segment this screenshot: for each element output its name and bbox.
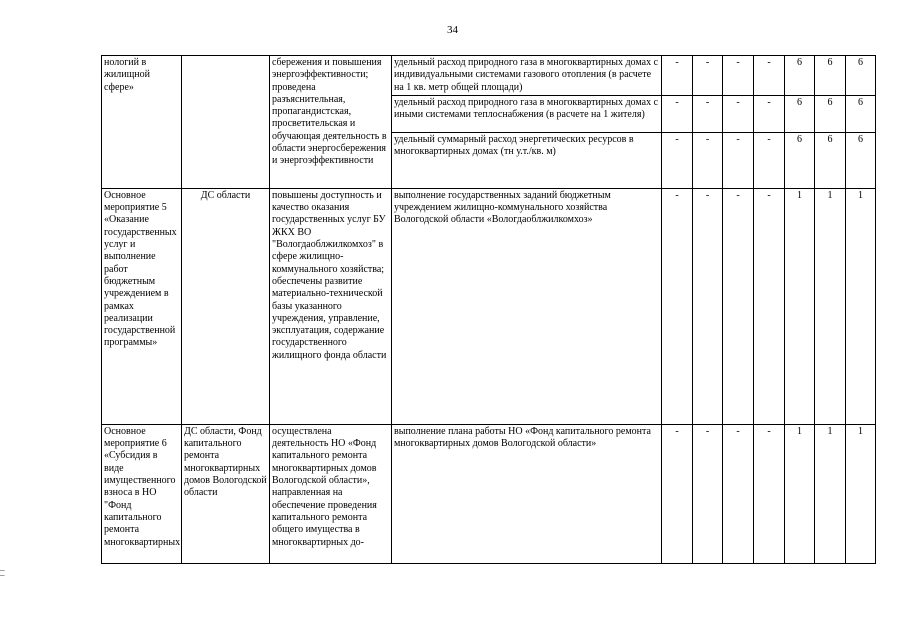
value-cell: - [723, 424, 754, 563]
margin-mark: – – [0, 565, 5, 580]
value-cell: - [662, 132, 693, 188]
value-cell: - [693, 424, 723, 563]
value-cell: 1 [846, 424, 876, 563]
value-cell: 1 [815, 188, 846, 424]
value-cell: 6 [785, 132, 815, 188]
value-cell: - [754, 424, 785, 563]
value-cell: - [693, 56, 723, 96]
value-cell: - [693, 95, 723, 132]
value-cell: - [754, 95, 785, 132]
value-cell: - [662, 95, 693, 132]
value-cell: - [723, 132, 754, 188]
value-cell: 6 [846, 95, 876, 132]
table-row [102, 56, 876, 96]
value-cell: 1 [815, 424, 846, 563]
result-cell: повышены доступность и качество оказания государственных услуг БУ ЖКХ ВО "Вологдаоблжилкомхоз" в сфере жилищно-коммунального хозяйства; обеспечены развитие материально-технической базы указанного учреждения, управление, эксплуатация, содержание государственного жилищного фонда области [270, 188, 392, 424]
value-cell: 1 [846, 188, 876, 424]
value-cell: - [662, 56, 693, 96]
indicator-cell: выполнение государственных заданий бюджетным учреждением жилищно-коммунального хозяйства Вологодской области «Вологдаоблжилкомхоз» [392, 188, 662, 424]
value-cell: 6 [815, 56, 846, 96]
activity-cell: Основное мероприятие 6 «Субсидия в виде имущественного взноса в НО "Фонд капитального ремонта многоквартирных [102, 424, 182, 563]
indicator-cell: выполнение плана работы НО «Фонд капитального ремонта многоквартирных домов Вологодской области» [392, 424, 662, 563]
value-cell: - [662, 424, 693, 563]
value-cell: - [723, 95, 754, 132]
value-cell: 6 [785, 56, 815, 96]
program-table [101, 55, 876, 564]
value-cell: - [723, 188, 754, 424]
activity-cell: Основное мероприятие 5 «Оказание государственных услуг и выполнение работ бюджетным учреждением в рамках реализации государственной программы» [102, 188, 182, 424]
value-cell: - [754, 56, 785, 96]
value-cell: - [754, 132, 785, 188]
value-cell: - [693, 132, 723, 188]
value-cell: 1 [785, 424, 815, 563]
table-row [102, 188, 876, 424]
executor-cell: ДС области, Фонд капитального ремонта многоквартирных домов Вологодской области [182, 424, 270, 563]
value-cell: 6 [846, 56, 876, 96]
value-cell: 6 [815, 132, 846, 188]
executor-cell [182, 56, 270, 189]
value-cell: 6 [785, 95, 815, 132]
indicator-cell: удельный расход природного газа в многоквартирных домах с иными системами теплоснабжения (в расчете на 1 жителя) [392, 95, 662, 132]
value-cell: - [723, 56, 754, 96]
value-cell: - [754, 188, 785, 424]
value-cell: - [662, 188, 693, 424]
value-cell: - [693, 188, 723, 424]
value-cell: 6 [815, 95, 846, 132]
table-row [102, 424, 876, 563]
indicator-cell: удельный суммарный расход энергетических ресурсов в многоквартирных домах (тн у.т./кв. м) [392, 132, 662, 188]
value-cell: 6 [846, 132, 876, 188]
result-cell: осуществлена деятельность НО «Фонд капитального ремонта многоквартирных домов Вологодской области», направленная на обеспечение проведения капитального ремонта общего имущества в многоквартирных до- [270, 424, 392, 563]
page-number: 34 [447, 24, 458, 36]
activity-cell: нологий в жилищной сфере» [102, 56, 182, 189]
executor-cell: ДС области [182, 188, 270, 424]
result-cell: сбережения и повышения энергоэффективности; проведена разъяснительная, пропагандистская, просветительская и обучающая деятельность в области энергосбережения и энергоэффективности [270, 56, 392, 189]
value-cell: 1 [785, 188, 815, 424]
indicator-cell: удельный расход природного газа в многоквартирных домах с индивидуальными системами газового отопления (в расчете на 1 кв. метр общей площади) [392, 56, 662, 96]
